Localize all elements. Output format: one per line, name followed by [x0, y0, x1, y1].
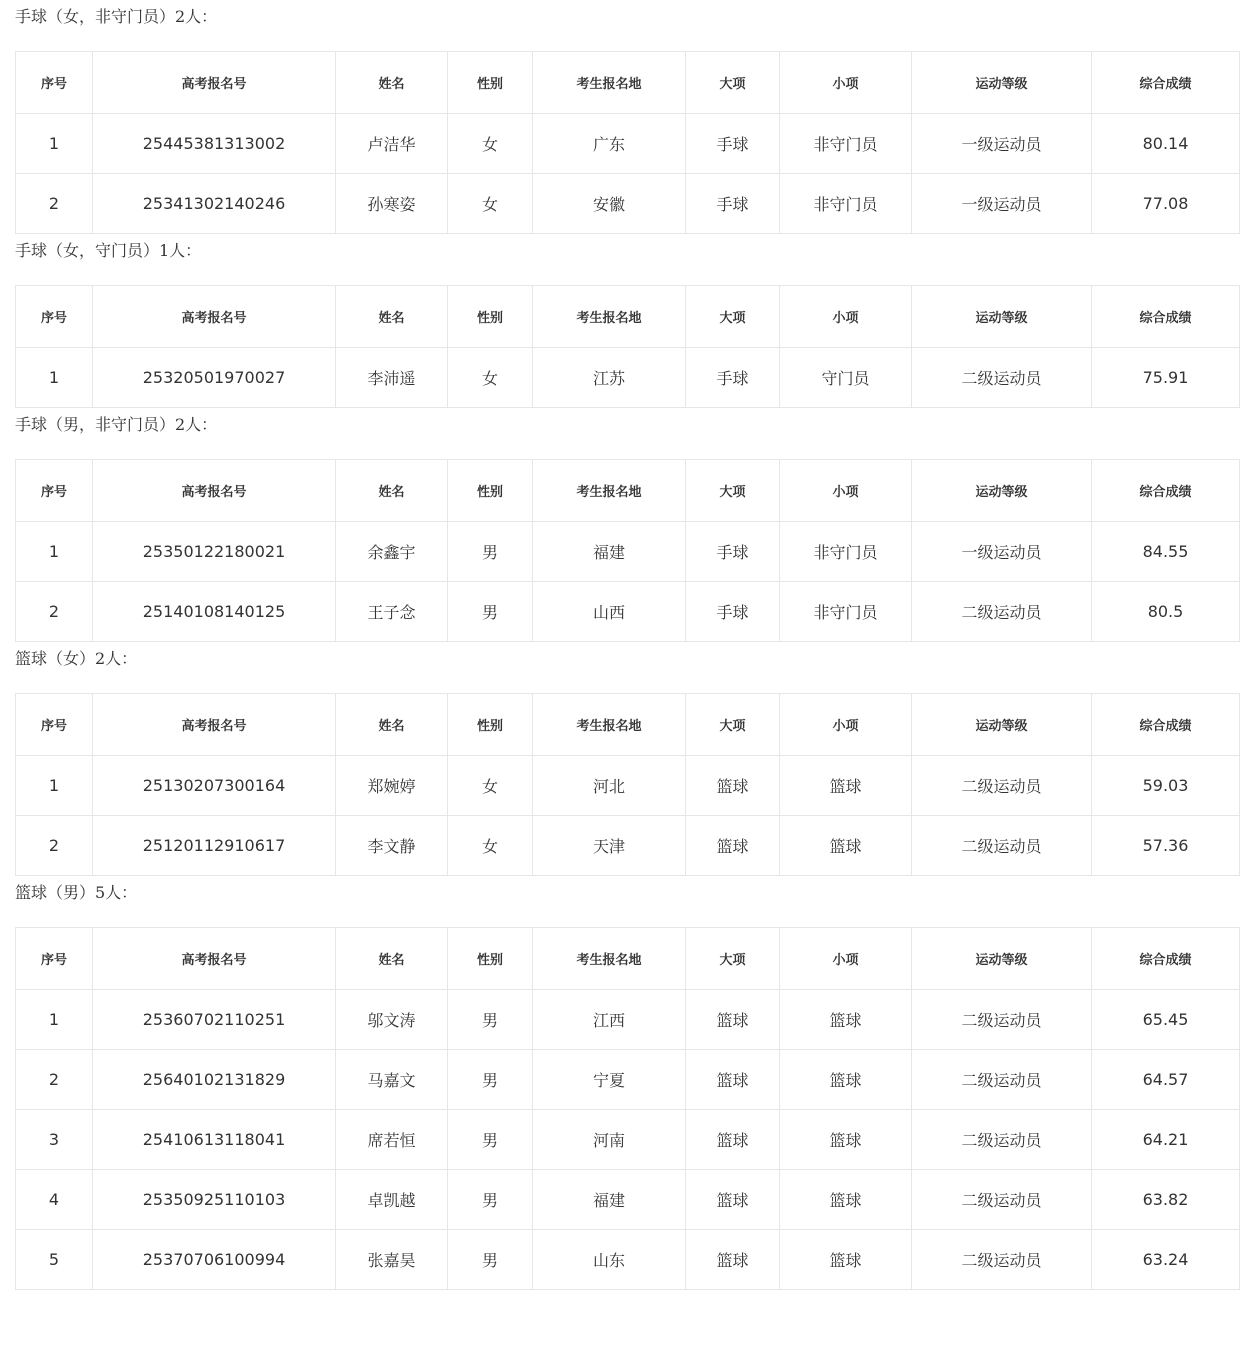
cell-col-registration-number: 25341302140246: [93, 174, 336, 234]
cell-col-subcategory: 篮球: [780, 1230, 912, 1290]
cell-col-name: 邬文涛: [336, 990, 448, 1050]
section-title: 篮球（男）5人：: [15, 883, 138, 902]
cell-col-subcategory: 守门员: [780, 348, 912, 408]
header-col-sport-level: 运动等级: [912, 286, 1092, 348]
cell-col-score: 77.08: [1092, 174, 1240, 234]
cell-col-name: 马嘉文: [336, 1050, 448, 1110]
header-col-sport-level: 运动等级: [912, 694, 1092, 756]
cell-col-sport-level: 二级运动员: [912, 1170, 1092, 1230]
header-col-gender: 性别: [448, 52, 533, 114]
header-col-subcategory: 小项: [780, 694, 912, 756]
results-table: [15, 927, 1240, 1290]
header-col-score: 综合成绩: [1092, 460, 1240, 522]
cell-col-index: 4: [16, 1170, 93, 1230]
document-content: [15, 0, 1239, 1290]
cell-col-registration-number: 25410613118041: [93, 1110, 336, 1170]
cell-col-category: 手球: [686, 114, 780, 174]
cell-col-subcategory: 篮球: [780, 990, 912, 1050]
header-col-subcategory: 小项: [780, 52, 912, 114]
section: [15, 876, 1239, 1290]
cell-col-score: 64.57: [1092, 1050, 1240, 1110]
header-col-name: 姓名: [336, 694, 448, 756]
header-col-name: 姓名: [336, 460, 448, 522]
header-col-gender: 性别: [448, 694, 533, 756]
section: [15, 234, 1239, 408]
cell-col-gender: 男: [448, 1110, 533, 1170]
cell-col-sport-level: 二级运动员: [912, 756, 1092, 816]
section-title: 手球（女，非守门员）2人：: [15, 7, 218, 26]
header-col-registration-number: 高考报名号: [93, 694, 336, 756]
header-col-index: 序号: [16, 928, 93, 990]
cell-col-score: 64.21: [1092, 1110, 1240, 1170]
cell-col-region: 山东: [533, 1230, 686, 1290]
header-col-category: 大项: [686, 928, 780, 990]
header-col-score: 综合成绩: [1092, 928, 1240, 990]
cell-col-registration-number: 25320501970027: [93, 348, 336, 408]
cell-col-region: 宁夏: [533, 1050, 686, 1110]
cell-col-name: 余鑫宇: [336, 522, 448, 582]
cell-col-name: 王子念: [336, 582, 448, 642]
cell-col-gender: 女: [448, 756, 533, 816]
header-col-registration-number: 高考报名号: [93, 460, 336, 522]
header-col-score: 综合成绩: [1092, 286, 1240, 348]
cell-col-index: 2: [16, 174, 93, 234]
header-col-sport-level: 运动等级: [912, 460, 1092, 522]
cell-col-registration-number: 25350122180021: [93, 522, 336, 582]
results-table: [15, 285, 1240, 408]
cell-col-category: 篮球: [686, 756, 780, 816]
cell-col-region: 安徽: [533, 174, 686, 234]
section-title: 篮球（女）2人：: [15, 649, 138, 668]
header-col-region: 考生报名地: [533, 286, 686, 348]
cell-col-score: 84.55: [1092, 522, 1240, 582]
cell-col-name: 孙寒姿: [336, 174, 448, 234]
header-col-subcategory: 小项: [780, 286, 912, 348]
cell-col-region: 广东: [533, 114, 686, 174]
cell-col-sport-level: 二级运动员: [912, 990, 1092, 1050]
cell-col-category: 手球: [686, 174, 780, 234]
cell-col-sport-level: 二级运动员: [912, 348, 1092, 408]
cell-col-score: 59.03: [1092, 756, 1240, 816]
cell-col-region: 山西: [533, 582, 686, 642]
header-col-name: 姓名: [336, 52, 448, 114]
header-col-subcategory: 小项: [780, 460, 912, 522]
cell-col-region: 江苏: [533, 348, 686, 408]
cell-col-index: 1: [16, 756, 93, 816]
header-col-score: 综合成绩: [1092, 52, 1240, 114]
header-col-score: 综合成绩: [1092, 694, 1240, 756]
cell-col-score: 63.82: [1092, 1170, 1240, 1230]
header-col-region: 考生报名地: [533, 694, 686, 756]
header-col-registration-number: 高考报名号: [93, 928, 336, 990]
cell-col-score: 57.36: [1092, 816, 1240, 876]
cell-col-category: 篮球: [686, 816, 780, 876]
cell-col-region: 河北: [533, 756, 686, 816]
cell-col-index: 1: [16, 522, 93, 582]
cell-col-sport-level: 二级运动员: [912, 1230, 1092, 1290]
table-row: [16, 174, 1240, 234]
cell-col-registration-number: 25350925110103: [93, 1170, 336, 1230]
header-col-region: 考生报名地: [533, 52, 686, 114]
table-row: [16, 522, 1240, 582]
cell-col-region: 江西: [533, 990, 686, 1050]
cell-col-score: 63.24: [1092, 1230, 1240, 1290]
cell-col-sport-level: 一级运动员: [912, 174, 1092, 234]
cell-col-subcategory: 非守门员: [780, 522, 912, 582]
cell-col-score: 80.14: [1092, 114, 1240, 174]
cell-col-sport-level: 一级运动员: [912, 522, 1092, 582]
header-col-registration-number: 高考报名号: [93, 286, 336, 348]
cell-col-name: 席若恒: [336, 1110, 448, 1170]
cell-col-category: 篮球: [686, 1050, 780, 1110]
cell-col-index: 2: [16, 816, 93, 876]
header-col-index: 序号: [16, 460, 93, 522]
cell-col-region: 福建: [533, 522, 686, 582]
section-title: 手球（男，非守门员）2人：: [15, 415, 218, 434]
section: [15, 0, 1239, 234]
table-row: [16, 1110, 1240, 1170]
cell-col-category: 手球: [686, 522, 780, 582]
cell-col-category: 篮球: [686, 990, 780, 1050]
cell-col-subcategory: 篮球: [780, 1170, 912, 1230]
header-col-region: 考生报名地: [533, 460, 686, 522]
cell-col-gender: 女: [448, 348, 533, 408]
cell-col-subcategory: 篮球: [780, 756, 912, 816]
cell-col-name: 卓凯越: [336, 1170, 448, 1230]
table-header-row: [16, 52, 1240, 114]
cell-col-category: 手球: [686, 582, 780, 642]
table-row: [16, 348, 1240, 408]
cell-col-registration-number: 25445381313002: [93, 114, 336, 174]
cell-col-registration-number: 25360702110251: [93, 990, 336, 1050]
table-row: [16, 582, 1240, 642]
header-col-category: 大项: [686, 286, 780, 348]
header-col-region: 考生报名地: [533, 928, 686, 990]
cell-col-gender: 女: [448, 174, 533, 234]
cell-col-subcategory: 篮球: [780, 1050, 912, 1110]
header-col-name: 姓名: [336, 286, 448, 348]
cell-col-index: 1: [16, 114, 93, 174]
cell-col-subcategory: 篮球: [780, 816, 912, 876]
cell-col-gender: 男: [448, 522, 533, 582]
cell-col-index: 1: [16, 348, 93, 408]
header-col-index: 序号: [16, 52, 93, 114]
table-row: [16, 816, 1240, 876]
cell-col-name: 李文静: [336, 816, 448, 876]
cell-col-sport-level: 二级运动员: [912, 816, 1092, 876]
cell-col-name: 卢洁华: [336, 114, 448, 174]
table-row: [16, 990, 1240, 1050]
cell-col-name: 郑婉婷: [336, 756, 448, 816]
table-header-row: [16, 286, 1240, 348]
cell-col-gender: 女: [448, 816, 533, 876]
cell-col-sport-level: 二级运动员: [912, 1050, 1092, 1110]
header-col-gender: 性别: [448, 928, 533, 990]
table-row: [16, 1050, 1240, 1110]
cell-col-score: 75.91: [1092, 348, 1240, 408]
header-col-sport-level: 运动等级: [912, 52, 1092, 114]
header-col-gender: 性别: [448, 286, 533, 348]
cell-col-index: 1: [16, 990, 93, 1050]
cell-col-index: 3: [16, 1110, 93, 1170]
cell-col-subcategory: 非守门员: [780, 114, 912, 174]
cell-col-index: 2: [16, 582, 93, 642]
cell-col-index: 5: [16, 1230, 93, 1290]
cell-col-sport-level: 二级运动员: [912, 582, 1092, 642]
cell-col-score: 65.45: [1092, 990, 1240, 1050]
table-row: [16, 756, 1240, 816]
cell-col-gender: 男: [448, 990, 533, 1050]
cell-col-registration-number: 25640102131829: [93, 1050, 336, 1110]
header-col-sport-level: 运动等级: [912, 928, 1092, 990]
cell-col-subcategory: 非守门员: [780, 174, 912, 234]
cell-col-sport-level: 二级运动员: [912, 1110, 1092, 1170]
header-col-subcategory: 小项: [780, 928, 912, 990]
header-col-registration-number: 高考报名号: [93, 52, 336, 114]
cell-col-category: 手球: [686, 348, 780, 408]
table-row: [16, 1230, 1240, 1290]
header-col-index: 序号: [16, 286, 93, 348]
cell-col-registration-number: 25140108140125: [93, 582, 336, 642]
section: [15, 408, 1239, 642]
cell-col-subcategory: 非守门员: [780, 582, 912, 642]
header-col-category: 大项: [686, 694, 780, 756]
cell-col-sport-level: 一级运动员: [912, 114, 1092, 174]
header-col-category: 大项: [686, 52, 780, 114]
table-row: [16, 1170, 1240, 1230]
results-table: [15, 51, 1240, 234]
cell-col-gender: 男: [448, 1170, 533, 1230]
header-col-category: 大项: [686, 460, 780, 522]
results-table: [15, 693, 1240, 876]
cell-col-category: 篮球: [686, 1170, 780, 1230]
cell-col-region: 天津: [533, 816, 686, 876]
cell-col-gender: 男: [448, 582, 533, 642]
header-col-index: 序号: [16, 694, 93, 756]
table-row: [16, 114, 1240, 174]
cell-col-gender: 男: [448, 1050, 533, 1110]
cell-col-category: 篮球: [686, 1110, 780, 1170]
cell-col-subcategory: 篮球: [780, 1110, 912, 1170]
cell-col-gender: 男: [448, 1230, 533, 1290]
cell-col-registration-number: 25120112910617: [93, 816, 336, 876]
cell-col-registration-number: 25370706100994: [93, 1230, 336, 1290]
cell-col-gender: 女: [448, 114, 533, 174]
table-header-row: [16, 694, 1240, 756]
cell-col-name: 张嘉昊: [336, 1230, 448, 1290]
section-title: 手球（女，守门员）1人：: [15, 241, 202, 260]
cell-col-region: 河南: [533, 1110, 686, 1170]
header-col-name: 姓名: [336, 928, 448, 990]
table-header-row: [16, 928, 1240, 990]
table-header-row: [16, 460, 1240, 522]
cell-col-category: 篮球: [686, 1230, 780, 1290]
header-col-gender: 性别: [448, 460, 533, 522]
cell-col-registration-number: 25130207300164: [93, 756, 336, 816]
cell-col-region: 福建: [533, 1170, 686, 1230]
cell-col-score: 80.5: [1092, 582, 1240, 642]
results-table: [15, 459, 1240, 642]
cell-col-name: 李沛遥: [336, 348, 448, 408]
cell-col-index: 2: [16, 1050, 93, 1110]
section: [15, 642, 1239, 876]
